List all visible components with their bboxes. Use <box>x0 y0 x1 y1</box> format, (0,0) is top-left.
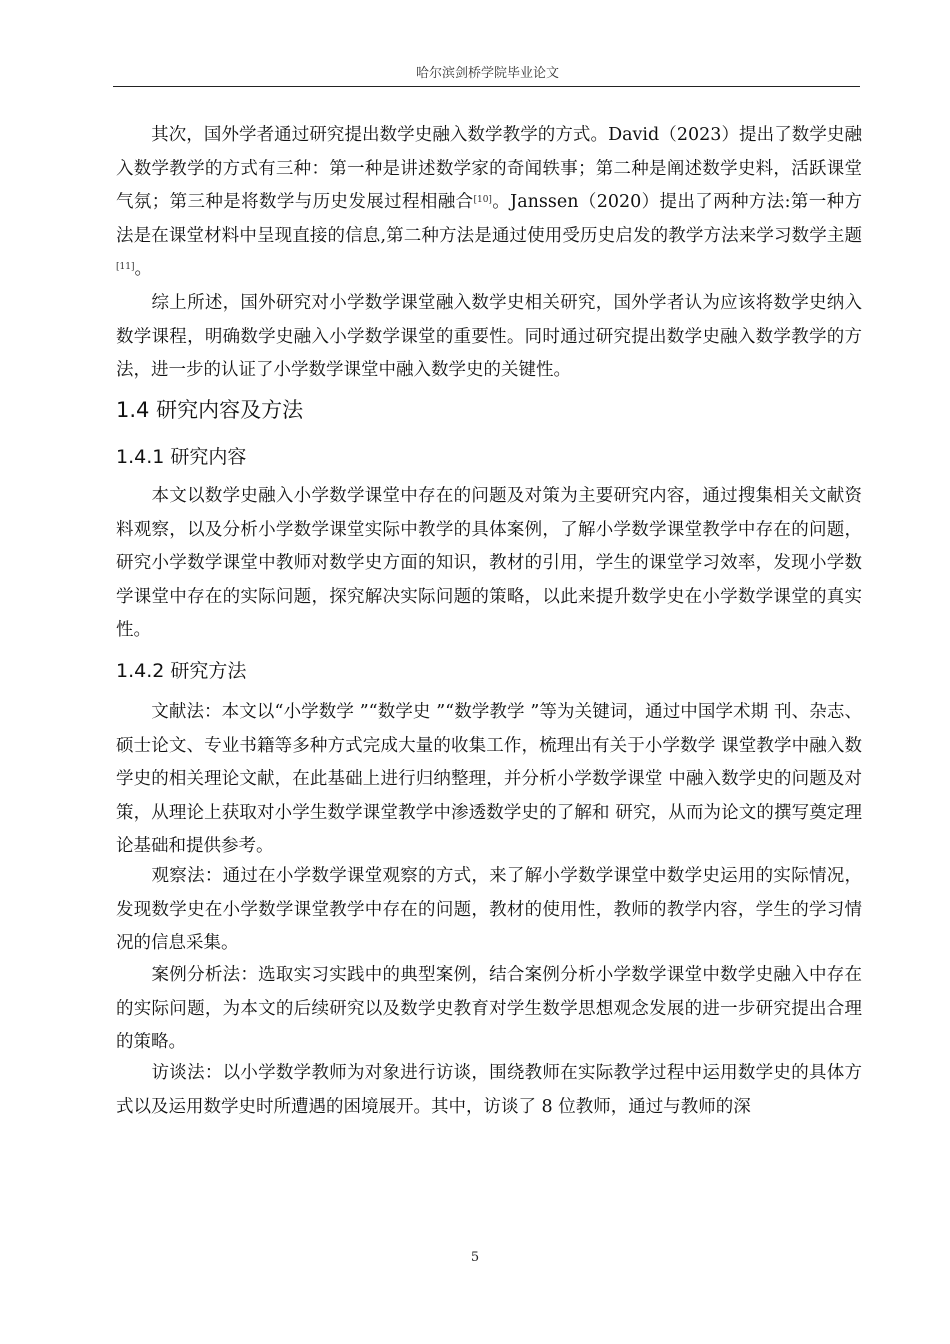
citation-ref-10: [10] <box>473 195 492 205</box>
paragraph-research-content: 本文以数学史融入小学数学课堂中存在的问题及对策为主要研究内容，通过搜集相关文献资料观察，以及分析小学数学课堂实际中教学的具体案例，了解小学数学课堂教学中存在的问题，研究小学数学课堂中教师对数学史方面的知识，教材的引用，学生的课堂学习效率，发现小学数学课堂中存在的实际问题，探究解决实际问题的策略，以此来提升数学史在小学数学课堂的真实性。 <box>116 486 862 640</box>
paragraph-text: 其次，国外学者通过研究提出数学史融入数学教学的方式。David（2023）提出了数学史融入数学教学的方式有三种：第一种是讲述数学家的奇闻轶事；第二种是阐述数学史料，活跃课堂气氛；第三种是将数学与历史发展过程相融合 <box>116 125 862 212</box>
paragraph-text: 。Janssen（2020）提出了两种方法:第一种方法是在课堂材料中呈现直接的信息,第二种方法是通过使用受历史启发的教学方法来学习数学主题 <box>116 192 863 246</box>
paragraph-summary: 综上所述，国外研究对小学数学课堂融入数学史相关研究，国外学者认为应该将数学史纳入数学课程，明确数学史融入小学数学课堂的重要性。同时通过研究提出数学史融入数学教学的方法，进一步的认证了小学数学课堂中融入数学史的关键性。 <box>116 293 862 380</box>
page-number: 5 <box>470 1250 480 1265</box>
paragraph-foreign-methods <box>116 119 862 287</box>
section-heading-1-4-2: 1.4.2 研究方法 <box>116 660 247 682</box>
running-header: 哈尔滨剑桥学院毕业论文 <box>415 66 559 81</box>
section-heading-1-4: 1.4 研究内容及方法 <box>116 398 304 422</box>
paragraph-text: 。 <box>134 259 152 279</box>
section-heading-1-4-1: 1.4.1 研究内容 <box>116 446 247 468</box>
paragraph-case-analysis-method: 案例分析法：选取实习实践中的典型案例，结合案例分析小学数学课堂中数学史融入中存在的实际问题，为本文的后续研究以及数学史教育对学生数学思想观念发展的进一步研究提出合理的策略。 <box>116 965 862 1052</box>
header-divider <box>113 86 860 87</box>
paragraph-observation-method: 观察法：通过在小学数学课堂观察的方式，来了解小学数学课堂中数学史运用的实际情况，发现数学史在小学数学课堂教学中存在的问题，教材的使用性，教师的教学内容，学生的学习情况的信息采集。 <box>116 866 862 953</box>
paragraph-interview-method: 访谈法：以小学数学教师为对象进行访谈，围绕教师在实际教学过程中运用数学史的具体方式以及运用数学史时所遭遇的困境展开。其中，访谈了 8 位教师，通过与教师的深 <box>116 1063 862 1117</box>
citation-ref-11: [11] <box>116 262 135 272</box>
paragraph-literature-method: 文献法：本文以“小学数学 ”“数学史 ”“数学教学 ”等为关键词，通过中国学术期 刊、杂志、硕士论文、专业书籍等多种方式完成大量的收集工作，梳理出有关于小学数学 课堂教学中融入数学史的相关理论文献，在此基础上进行归纳整理，并分析小学数学课堂 中融入数学史的问题及对策，从理论上获取对小学生数学课堂教学中渗透数学史的了解和 研究，从而为论文的撰写奠定理论基础和提供参考。 <box>116 702 862 856</box>
